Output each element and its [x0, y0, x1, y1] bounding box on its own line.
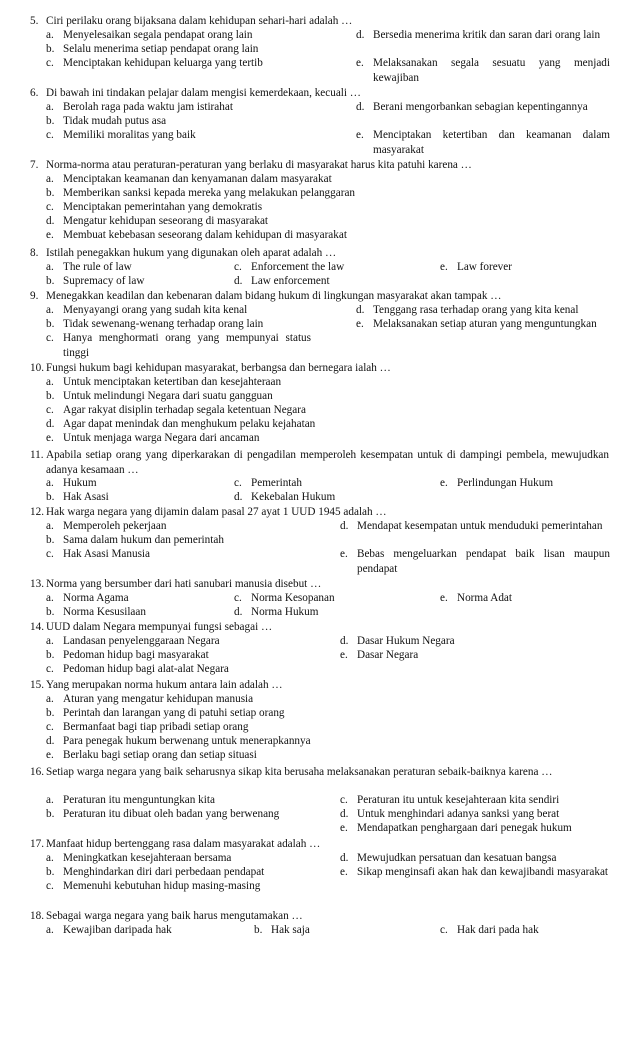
option-letter: a.	[46, 635, 54, 647]
option-letter: e.	[356, 318, 364, 330]
question-number: 8.	[30, 247, 39, 259]
option-text: Melaksanakan segala sesuatu yang menjadi kewajiban	[373, 57, 610, 84]
option-text: Dasar Negara	[357, 649, 419, 661]
option-text: Selalu menerima setiap pendapat orang lain	[63, 43, 259, 55]
option-text: Supremacy of law	[63, 275, 145, 287]
option-text: Norma Kesopanan	[251, 592, 335, 604]
question-number: 12.	[30, 506, 44, 518]
option-letter: c.	[46, 332, 54, 344]
option-text: Hak Asasi Manusia	[63, 548, 151, 560]
option-text: Mendapatkan penghargaan dari penegak hukum	[357, 822, 572, 834]
option-letter: b.	[46, 43, 55, 55]
option-letter: a.	[46, 794, 54, 806]
option-letter: c.	[46, 548, 54, 560]
option-letter: a.	[46, 376, 54, 388]
option-letter: c.	[46, 663, 54, 675]
option-text: Membuat kebebasan seseorang dalam kehidupan di masyarakat	[63, 229, 347, 241]
option-letter: b.	[46, 187, 55, 199]
option-letter: b.	[46, 318, 55, 330]
option-letter: c.	[440, 924, 448, 936]
option-text: Melaksanakan setiap aturan yang menguntungkan	[373, 318, 597, 330]
option-letter: a.	[46, 693, 54, 705]
option-text: Kekebalan Hukum	[251, 491, 336, 503]
option-text: Hukum	[63, 477, 97, 489]
option-letter: a.	[46, 29, 54, 41]
option-text: Aturan yang mengatur kehidupan manusia	[63, 693, 254, 705]
option-text: Para penegak hukum berwenang untuk menerapkannya	[63, 735, 311, 747]
option-letter: b.	[46, 649, 55, 661]
option-letter: e.	[440, 592, 448, 604]
option-text: Memperoleh pekerjaan	[63, 520, 167, 532]
option-letter: c.	[46, 129, 54, 141]
option-text: Norma Kesusilaan	[63, 606, 146, 618]
option-text: Tenggang rasa terhadap orang yang kita kenal	[373, 304, 579, 316]
option-text: Pedoman hidup bagi alat-alat Negara	[63, 663, 229, 675]
option-text: Bersedia menerima kritik dan saran dari orang lain	[373, 29, 601, 41]
question-number: 10.	[30, 362, 44, 374]
option-letter: e.	[46, 229, 54, 241]
option-letter: d.	[340, 808, 349, 820]
option-text: Menciptakan keamanan dan kenyamanan dalam masyarakat	[63, 173, 332, 185]
option-text: Mendapat kesempatan untuk menduduki pemerintahan	[357, 520, 603, 532]
option-text: Kewajiban daripada hak	[63, 924, 172, 936]
question-number: 14.	[30, 621, 44, 633]
option-letter: b.	[46, 390, 55, 402]
option-letter: a.	[46, 173, 54, 185]
option-text: Perlindungan Hukum	[457, 477, 554, 489]
option-text: Mewujudkan persatuan dan kesatuan bangsa	[357, 852, 557, 864]
option-letter: c.	[46, 57, 54, 69]
option-text: Untuk melindungi Negara dari suatu gangguan	[63, 390, 273, 402]
option-letter: b.	[46, 115, 55, 127]
option-letter: e.	[340, 866, 348, 878]
option-letter: d.	[340, 520, 349, 532]
option-text: Menyelesaikan segala pendapat orang lain	[63, 29, 253, 41]
question-number: 16.	[30, 766, 44, 778]
option-text: Untuk menjaga warga Negara dari ancaman	[63, 432, 260, 444]
option-text: Agar dapat menindak dan menghukum pelaku kejahatan	[63, 418, 316, 430]
option-text: Pemerintah	[251, 477, 302, 489]
option-letter: e.	[46, 749, 54, 761]
option-letter: b.	[46, 707, 55, 719]
option-letter: a.	[46, 592, 54, 604]
option-letter: b.	[46, 491, 55, 503]
option-letter: d.	[356, 29, 365, 41]
option-text: Enforcement the law	[251, 261, 345, 273]
option-text: Landasan penyelenggaraan Negara	[63, 635, 220, 647]
option-letter: b.	[46, 275, 55, 287]
option-letter: c.	[46, 880, 54, 892]
option-text: Memberikan sanksi kepada mereka yang melakukan pelanggaran	[63, 187, 356, 199]
question-text: Istilah penegakkan hukum yang digunakan oleh aparat adalah …	[46, 247, 337, 259]
option-text: Peraturan itu menguntungkan kita	[63, 794, 215, 806]
option-text: Meningkatkan kesejahteraan bersama	[63, 852, 232, 864]
question-number: 13.	[30, 578, 44, 590]
question-number: 17.	[30, 838, 44, 850]
option-text: Menciptakan kehidupan keluarga yang tertib	[63, 57, 263, 69]
question-text: Setiap warga negara yang baik seharusnya sikap kita berusaha melaksanakan peraturan sebaik-baiknya karena …	[46, 766, 553, 778]
option-text: Berlaku bagi setiap orang dan setiap situasi	[63, 749, 257, 761]
option-letter: e.	[340, 822, 348, 834]
question-number: 9.	[30, 290, 39, 302]
option-text: Agar rakyat disiplin terhadap segala ketentuan Negara	[63, 404, 306, 416]
option-letter: e.	[440, 261, 448, 273]
option-text: Hak dari pada hak	[457, 924, 539, 936]
option-letter: d.	[46, 735, 55, 747]
question-number: 18.	[30, 910, 44, 922]
option-letter: a.	[46, 304, 54, 316]
option-letter: e.	[440, 477, 448, 489]
option-text: Menyayangi orang yang sudah kita kenal	[63, 304, 248, 316]
option-letter: a.	[46, 101, 54, 113]
option-letter: a.	[46, 924, 54, 936]
option-letter: c.	[46, 201, 54, 213]
option-letter: e.	[356, 129, 364, 141]
question-text: UUD dalam Negara mempunyai fungsi sebagai …	[46, 621, 273, 633]
option-letter: c.	[46, 404, 54, 416]
option-text: Sama dalam hukum dan pemerintah	[63, 534, 224, 546]
option-letter: d.	[340, 852, 349, 864]
option-text: Sikap menginsafi akan hak dan kewajibandi masyarakat	[357, 866, 609, 878]
option-letter: a.	[46, 852, 54, 864]
option-text: Hanya menghormati orang yang mempunyai status tinggi	[63, 332, 311, 359]
option-text: Hak Asasi	[63, 491, 109, 503]
question-number: 7.	[30, 159, 39, 171]
question-text: Norma-norma atau peraturan-peraturan yang berlaku di masyarakat harus kita patuhi karena …	[46, 159, 472, 171]
question-text: Menegakkan keadilan dan kebenaran dalam bidang hukum di lingkungan masyarakat akan tampak …	[46, 290, 502, 302]
question-number: 15.	[30, 679, 44, 691]
option-letter: d.	[356, 101, 365, 113]
option-letter: a.	[46, 520, 54, 532]
option-letter: c.	[340, 794, 348, 806]
option-letter: b.	[46, 866, 55, 878]
option-text: Untuk menciptakan ketertiban dan kesejahteraan	[63, 376, 282, 388]
option-text: Memiliki moralitas yang baik	[63, 129, 196, 141]
option-letter: e.	[340, 548, 348, 560]
option-letter: b.	[254, 924, 263, 936]
option-text: Pedoman hidup bagi masyarakat	[63, 649, 209, 661]
option-letter: d.	[340, 635, 349, 647]
question-text: Apabila setiap orang yang diperkarakan di pengadilan memperoleh kesempatan untuk di dampingi pembela, mewujudkan adanya kesamaan …	[46, 449, 609, 476]
option-text: Peraturan itu untuk kesejahteraan kita sendiri	[357, 794, 560, 806]
option-letter: d.	[234, 275, 243, 287]
option-text: Norma Agama	[63, 592, 129, 604]
option-letter: e.	[340, 649, 348, 661]
option-letter: c.	[234, 592, 242, 604]
option-letter: d.	[46, 215, 55, 227]
option-text: Hak saja	[271, 924, 310, 936]
question-text: Fungsi hukum bagi kehidupan masyarakat, berbangsa dan bernegara ialah …	[46, 362, 391, 374]
option-text: Untuk menghindari adanya sanksi yang berat	[357, 808, 560, 820]
option-letter: a.	[46, 477, 54, 489]
option-letter: c.	[234, 261, 242, 273]
question-number: 11.	[30, 449, 44, 461]
option-text: Norma Adat	[457, 592, 512, 604]
option-text: Bebas mengeluarkan pendapat baik lisan maupun pendapat	[357, 548, 610, 575]
option-text: Mengatur kehidupan seseorang di masyarakat	[63, 215, 269, 227]
option-letter: c.	[234, 477, 242, 489]
option-text: Tidak sewenang-wenang terhadap orang lain	[63, 318, 264, 330]
option-letter: d.	[356, 304, 365, 316]
option-letter: e.	[356, 57, 364, 69]
option-text: Law enforcement	[251, 275, 330, 287]
option-text: Norma Hukum	[251, 606, 319, 618]
option-letter: c.	[46, 721, 54, 733]
option-text: Menghindarkan diri dari perbedaan pendapat	[63, 866, 265, 878]
option-text: Menciptakan ketertiban dan keamanan dalam masyarakat	[373, 129, 610, 156]
option-letter: b.	[46, 534, 55, 546]
option-text: Berolah raga pada waktu jam istirahat	[63, 101, 233, 113]
option-text: Perintah dan larangan yang di patuhi setiap orang	[63, 707, 285, 719]
option-letter: d.	[234, 491, 243, 503]
question-text: Yang merupakan norma hukum antara lain adalah …	[46, 679, 283, 691]
option-letter: d.	[234, 606, 243, 618]
question-number: 6.	[30, 87, 39, 99]
option-text: Law forever	[457, 261, 512, 273]
question-text: Norma yang bersumber dari hati sanubari manusia disebut …	[46, 578, 322, 590]
option-letter: a.	[46, 261, 54, 273]
option-letter: e.	[46, 432, 54, 444]
question-number: 5.	[30, 15, 39, 27]
question-text: Hak warga negara yang dijamin dalam pasal 27 ayat 1 UUD 1945 adalah …	[46, 506, 387, 518]
option-text: The rule of law	[63, 261, 132, 273]
option-text: Berani mengorbankan sebagian kepentingannya	[373, 101, 588, 113]
question-text: Ciri perilaku orang bijaksana dalam kehidupan sehari-hari adalah …	[46, 15, 353, 27]
option-letter: b.	[46, 606, 55, 618]
option-text: Memenuhi kebutuhan hidup masing-masing	[63, 880, 261, 892]
option-text: Bermanfaat bagi tiap pribadi setiap orang	[63, 721, 249, 733]
question-text: Sebagai warga negara yang baik harus mengutamakan …	[46, 910, 303, 922]
option-text: Dasar Hukum Negara	[357, 635, 455, 647]
option-letter: b.	[46, 808, 55, 820]
option-text: Peraturan itu dibuat oleh badan yang berwenang	[63, 808, 280, 820]
option-letter: d.	[46, 418, 55, 430]
option-text: Tidak mudah putus asa	[63, 115, 167, 127]
option-text: Menciptakan pemerintahan yang demokratis	[63, 201, 263, 213]
question-text: Manfaat hidup bertenggang rasa dalam masyarakat adalah …	[46, 838, 321, 850]
question-text: Di bawah ini tindakan pelajar dalam mengisi kemerdekaan, kecuali …	[46, 87, 361, 99]
